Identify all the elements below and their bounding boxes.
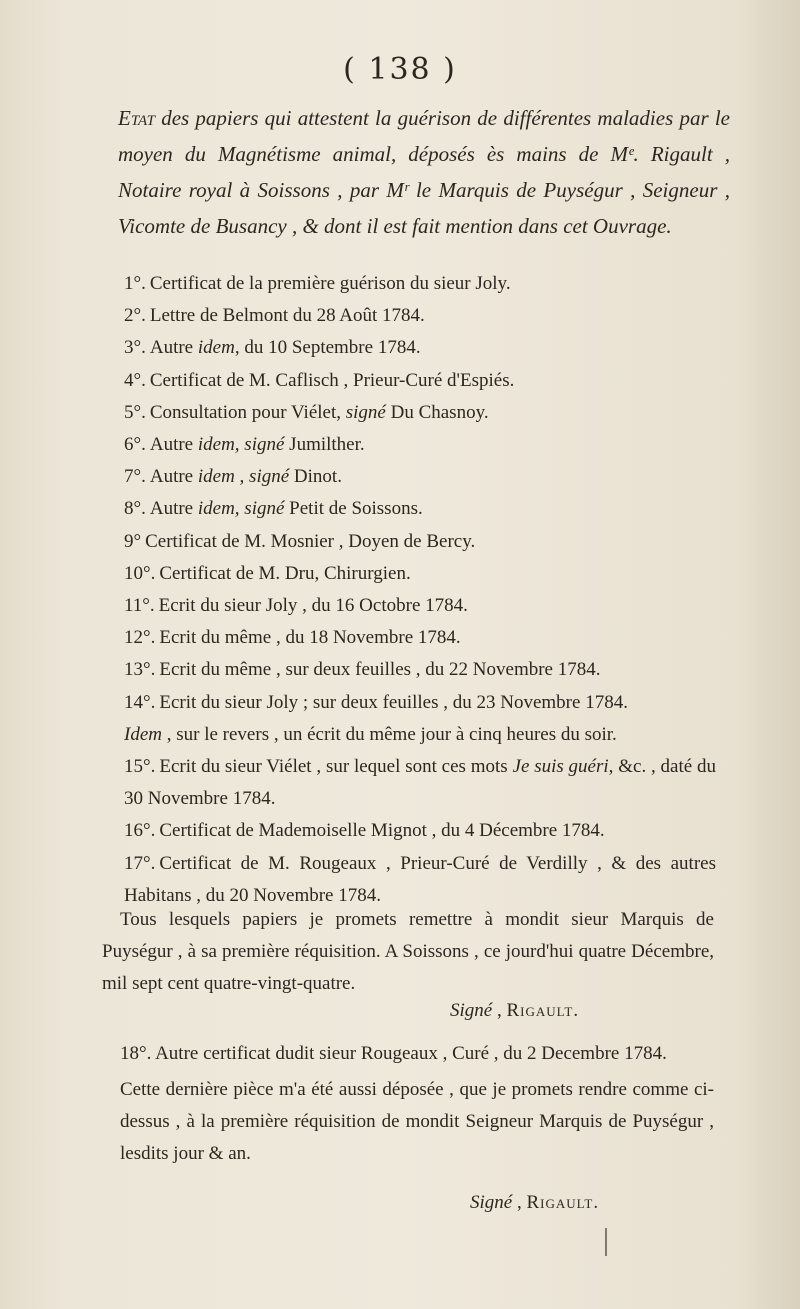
list-item bbox=[124, 848, 716, 912]
list-item bbox=[124, 461, 716, 493]
entry-text: Certificat de M. Caflisch , Prieur-Curé d'Espiés. bbox=[149, 369, 515, 391]
entry-text: Certificat de M. Dru, Chirurgien. bbox=[159, 562, 411, 584]
list-item bbox=[124, 526, 716, 558]
entry-number: 9° bbox=[124, 530, 142, 552]
entry-text-pre: Autre bbox=[149, 337, 198, 359]
entry-number: 11°. bbox=[124, 595, 155, 617]
entry-number: 2°. bbox=[124, 305, 146, 327]
entry-text-italic: idem, signé bbox=[197, 498, 285, 520]
entry-text-pre: Consultation pour Viélet, bbox=[149, 401, 346, 423]
entry-number: 14°. bbox=[124, 691, 156, 713]
signature-name: Rigault. bbox=[506, 1000, 580, 1021]
entry-text: Ecrit du même , sur deux feuilles , du 22 Novembre 1784. bbox=[159, 659, 601, 681]
list-item bbox=[124, 332, 716, 364]
entry-text-italic: idem, signé bbox=[197, 434, 285, 456]
list-item bbox=[124, 268, 716, 300]
entry-18 bbox=[102, 1038, 714, 1070]
ink-mark bbox=[605, 1228, 607, 1256]
entry-number: 3°. bbox=[124, 337, 146, 359]
entry-number: 12°. bbox=[124, 627, 156, 649]
list-item bbox=[124, 590, 716, 622]
entry-number: 1°. bbox=[124, 273, 146, 294]
list-item bbox=[124, 815, 716, 847]
list-item bbox=[124, 365, 716, 397]
list-item bbox=[124, 300, 716, 332]
entry-text-italic: Idem bbox=[124, 723, 162, 745]
entry-text: Autre certificat dudit sieur Rougeaux , Curé , du 2 Decembre 1784. bbox=[155, 1043, 667, 1064]
entry-number: 18°. bbox=[120, 1043, 152, 1064]
list-item bbox=[124, 493, 716, 525]
signature-signe: Signé bbox=[470, 1192, 513, 1213]
entry-text-post: Dinot. bbox=[289, 466, 342, 488]
entry-number: 10°. bbox=[124, 562, 156, 584]
entry-text: Certificat de la première guérison du sieur Joly. bbox=[149, 273, 511, 294]
entry-text: Ecrit du même , du 18 Novembre 1784. bbox=[159, 627, 461, 649]
list-item bbox=[124, 719, 716, 751]
entry-text-pre: Ecrit du sieur Viélet , sur lequel sont ces mots bbox=[159, 756, 513, 778]
entry-text-post: , sur le revers , un écrit du même jour à cinq heures du soir. bbox=[161, 723, 617, 745]
entry-text-pre: Autre bbox=[149, 466, 198, 488]
entry-text: Ecrit du sieur Joly ; sur deux feuilles , du 23 Novembre 1784. bbox=[159, 691, 628, 713]
list-item bbox=[124, 429, 716, 461]
entry-number: 8°. bbox=[124, 498, 146, 520]
entry-text: Ecrit du sieur Joly , du 16 Octobre 1784. bbox=[158, 595, 468, 617]
entry-text: Certificat de M. Mosnier , Doyen de Bercy. bbox=[145, 530, 476, 552]
signature-name: Rigault. bbox=[526, 1192, 600, 1213]
page-number: ( 138 ) bbox=[343, 52, 457, 87]
entry-number: 16°. bbox=[124, 820, 156, 842]
entry-text-pre: Autre bbox=[149, 434, 198, 456]
entry-text-italic: idem bbox=[197, 337, 235, 359]
entry-number: 13°. bbox=[124, 659, 156, 681]
postscript-block bbox=[102, 1038, 714, 1170]
list-item bbox=[124, 654, 716, 686]
entry-text-post: Jumilther. bbox=[284, 434, 365, 456]
book-page: ( 138 ) Etat des papiers qui attestent la guérison de différentes maladies par le moyen du Magnétisme animal, déposés ès mains de Mᵉ. Rigault , Notaire royal à Soissons , par Mʳ le Marquis de Puységur , Seigneur , Vicomte de Busancy , & dont il est fait mention dans cet Ouvrage. 1°. Certificat de la première guérison du sieur Joly. 2°. Lettre de Belmont du 28 Août 1784. 3°. Autre idem, du 10 Septembre 1784. 4°. Certificat de M. Caflisch , Prieur-Curé d'Espiés. 5°. Consultation pour Viélet, signé Du Chasnoy. 6°. Autre idem, signé Jumilther. 7°. Autre idem , signé Dinot. 8°. Autre idem, signé Petit de Soissons. 9° Certificat de M. Mosnier , Doyen de Bercy. 10°. Certificat de M. Dru, Chirurgien. 11°. Ecrit du sieur Joly , du 16 Octobre 1784. 12°. Ecrit du même , du 18 Novembre 1784. 13°. Ecrit du même , sur deux feuilles , du 22 Novembre 1784. 14°. Ecrit du sieur Joly ; sur deux feuilles , du 23 Novembre 1784. Idem , sur le revers , un écrit du même jour à cinq heures du soir. 15°. Ecrit du sieur Viélet , sur lequel sont ces mots Je suis guéri, &c. , daté du 30 Novembre 1784. 16°. Certificat de Mademoiselle Mignot , du 4 Décembre 1784. 17°. Certificat de M. Rougeaux , Prieur-Curé de Verdilly , & des autres Habitans , du 20 Novembre 1784. Tous lesquels papiers je promets remettre à mondit sieur Marquis de Puységur , à sa première réquisition. A Soissons , ce jourd'hui quatre Décembre, mil sept cent quatre-vingt-quatre. Signé , Rigault. 18°. Autre certificat dudit sieur Rougeaux , Curé , du 2 Decembre 1784. Cette dernière pièce m'a été aussi déposée , que je promets rendre comme ci-dessus , à la première réquisition de mondit Seigneur Marquis de Puységur , lesdits jour & an. Signé , Rigault. bbox=[0, 0, 800, 1309]
entry-text: Certificat de Mademoiselle Mignot , du 4 Décembre 1784. bbox=[159, 820, 605, 842]
entry-text-post: Du Chasnoy. bbox=[385, 401, 489, 423]
entry-text-pre: Autre bbox=[149, 498, 198, 520]
list-item bbox=[124, 687, 716, 719]
entry-text-italic: signé bbox=[345, 401, 386, 423]
list-item bbox=[124, 751, 716, 815]
closing-paragraph bbox=[102, 904, 714, 1000]
list-item bbox=[124, 558, 716, 590]
entry-text-italic: idem , signé bbox=[197, 466, 290, 488]
entry-text-italic: Je suis guéri bbox=[512, 756, 609, 778]
document-list bbox=[124, 268, 716, 912]
entry-number: 15°. bbox=[124, 756, 156, 778]
entry-text: Lettre de Belmont du 28 Août 1784. bbox=[149, 305, 425, 327]
document-heading bbox=[118, 100, 730, 244]
closing-text: Tous lesquels papiers je promets remettre à mondit sieur Marquis de Puységur , à sa première réquisition. A Soissons , ce jourd'hui quatre Décembre, mil sept cent quatre-vingt-quatre. bbox=[102, 909, 714, 994]
entry-number: 4°. bbox=[124, 369, 146, 391]
entry-number: 17°. bbox=[124, 852, 156, 874]
signature-signe: Signé bbox=[450, 1000, 493, 1021]
heading-text: des papiers qui attestent la guérison de différentes maladies par le moyen du Magnétisme animal, déposés ès mains de Mᵉ. Rigault , Notaire royal à Soissons , par Mʳ le Marquis de Puységur , Seigneur , Vicomte de Busancy , & dont il est fait mention dans cet Ouvrage. bbox=[118, 106, 730, 238]
list-item bbox=[124, 397, 716, 429]
entry-text-post: , &c. , daté du 30 Novembre 1784. bbox=[124, 756, 717, 810]
entry-number: 7°. bbox=[124, 466, 146, 488]
entry-number: 5°. bbox=[124, 401, 146, 423]
entry-text: Certificat de M. Rougeaux , Prieur-Curé de Verdilly , & des autres Habitans , du 20 Novembre 1784. bbox=[124, 852, 716, 906]
entry-text-post: Petit de Soissons. bbox=[284, 498, 423, 520]
list-item bbox=[124, 622, 716, 654]
entry-number: 6°. bbox=[124, 434, 146, 456]
heading-lead-word: Etat bbox=[118, 106, 156, 130]
entry-text-post: , du 10 Septembre 1784. bbox=[234, 337, 421, 359]
postscript-text: Cette dernière pièce m'a été aussi déposée , que je promets rendre comme ci-dessus , à la première réquisition de mondit Seigneur Marquis de Puységur , lesdits jour & an. bbox=[120, 1079, 714, 1164]
